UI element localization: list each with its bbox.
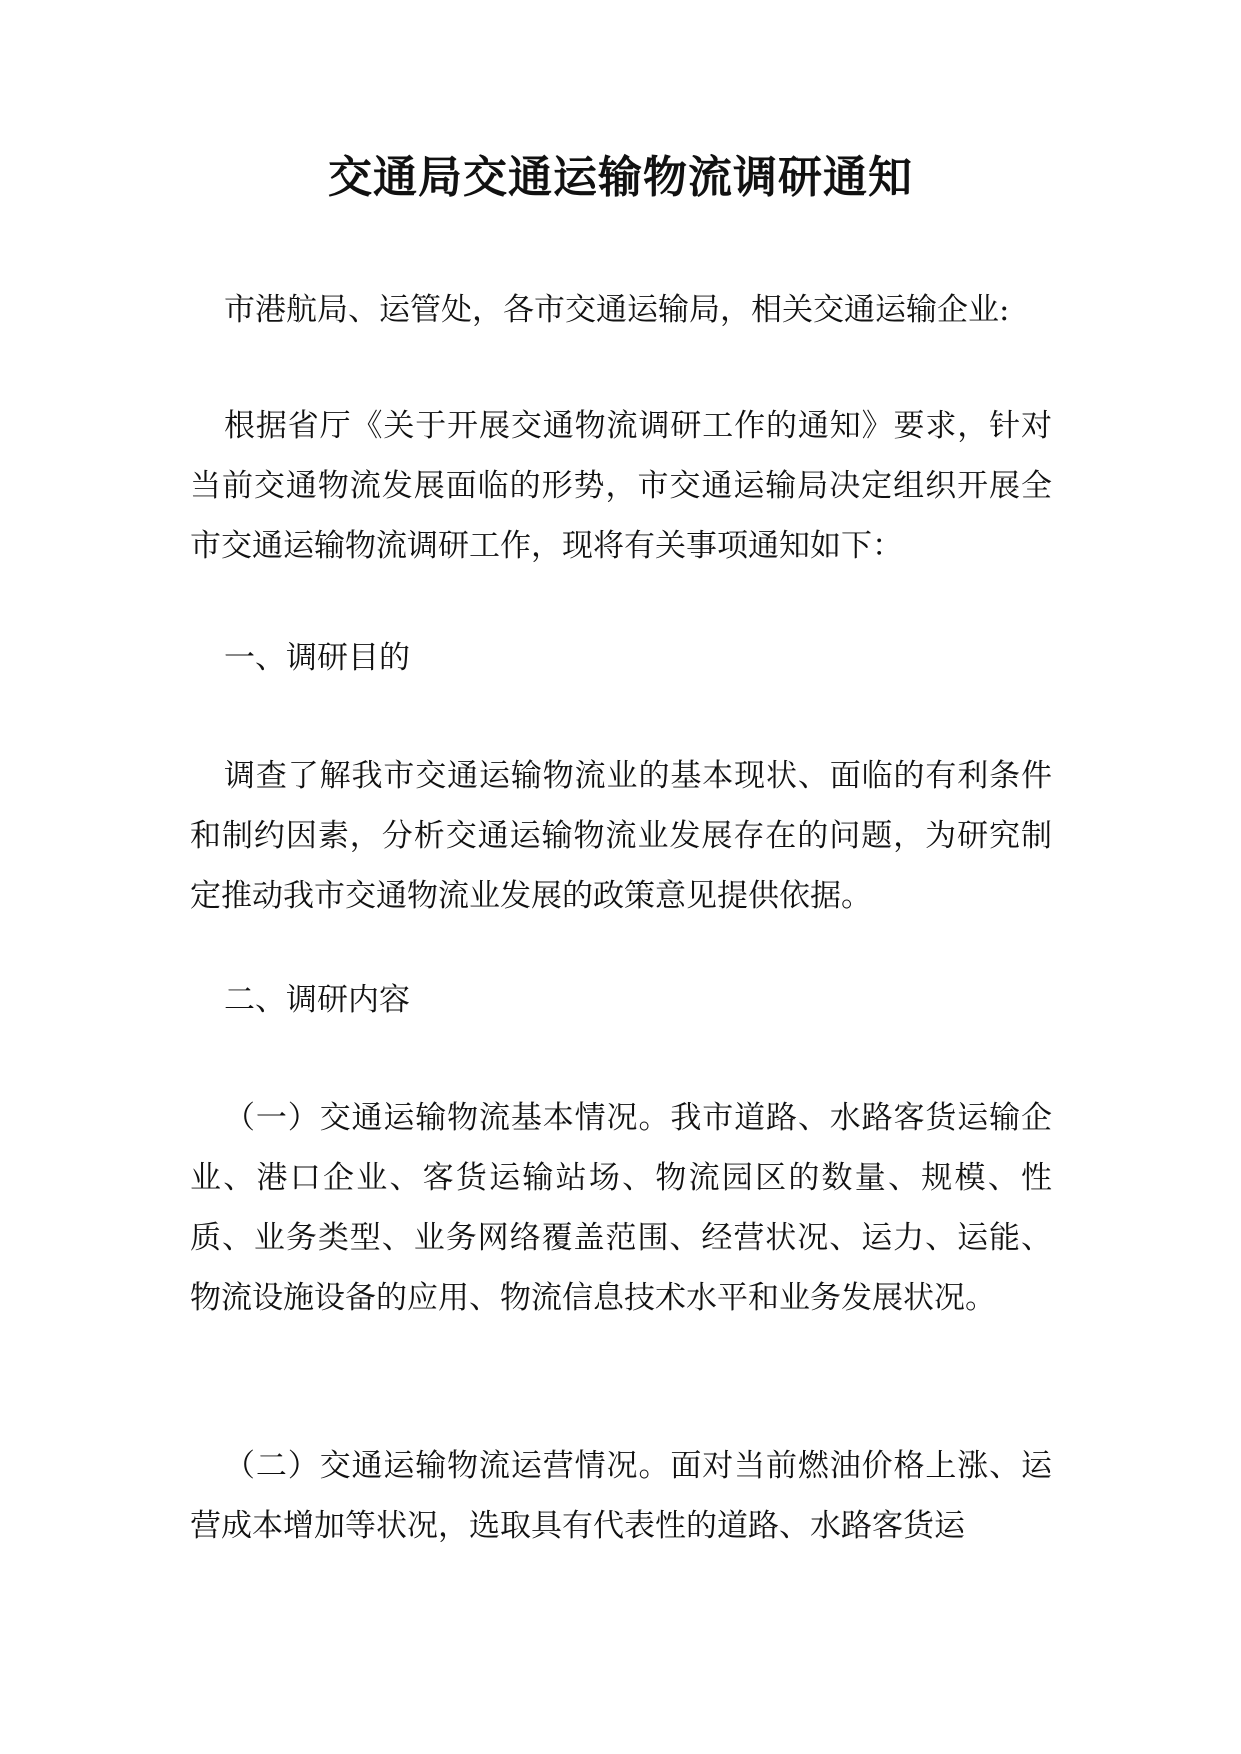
salutation-paragraph: 市港航局、运管处，各市交通运输局，相关交通运输企业: [224,292,1010,328]
purpose-paragraph: 调查了解我市交通运输物流业的基本现状、面临的有利条件和制约因素，分析交通运输物流业发展存在的问题，为研究制定推动我市交通物流业发展的政策意见提供依据。 [190,758,1052,914]
section-heading-content: 二、调研内容 [224,982,410,1018]
document-title: 交通局交通运输物流调研通知 [328,152,913,203]
intro-paragraph: 根据省厅《关于开展交通物流调研工作的通知》要求，针对当前交通物流发展面临的形势，市交通运输局决定组织开展全市交通运输物流调研工作，现将有关事项通知如下： [190,408,1052,564]
section-heading-purpose: 一、调研目的 [224,640,410,676]
content-item-basic-situation: （一）交通运输物流基本情况。我市道路、水路客货运输企业、港口企业、客货运输站场、物流园区的数量、规模、性质、业务类型、业务网络覆盖范围、经营状况、运力、运能、物流设施设备的应用、物流信息技术水平和业务发展状况。 [190,1100,1052,1316]
content-item-operation-situation: （二）交通运输物流运营情况。面对当前燃油价格上涨、运营成本增加等状况，选取具有代表性的道路、水路客货运 [190,1448,1052,1544]
